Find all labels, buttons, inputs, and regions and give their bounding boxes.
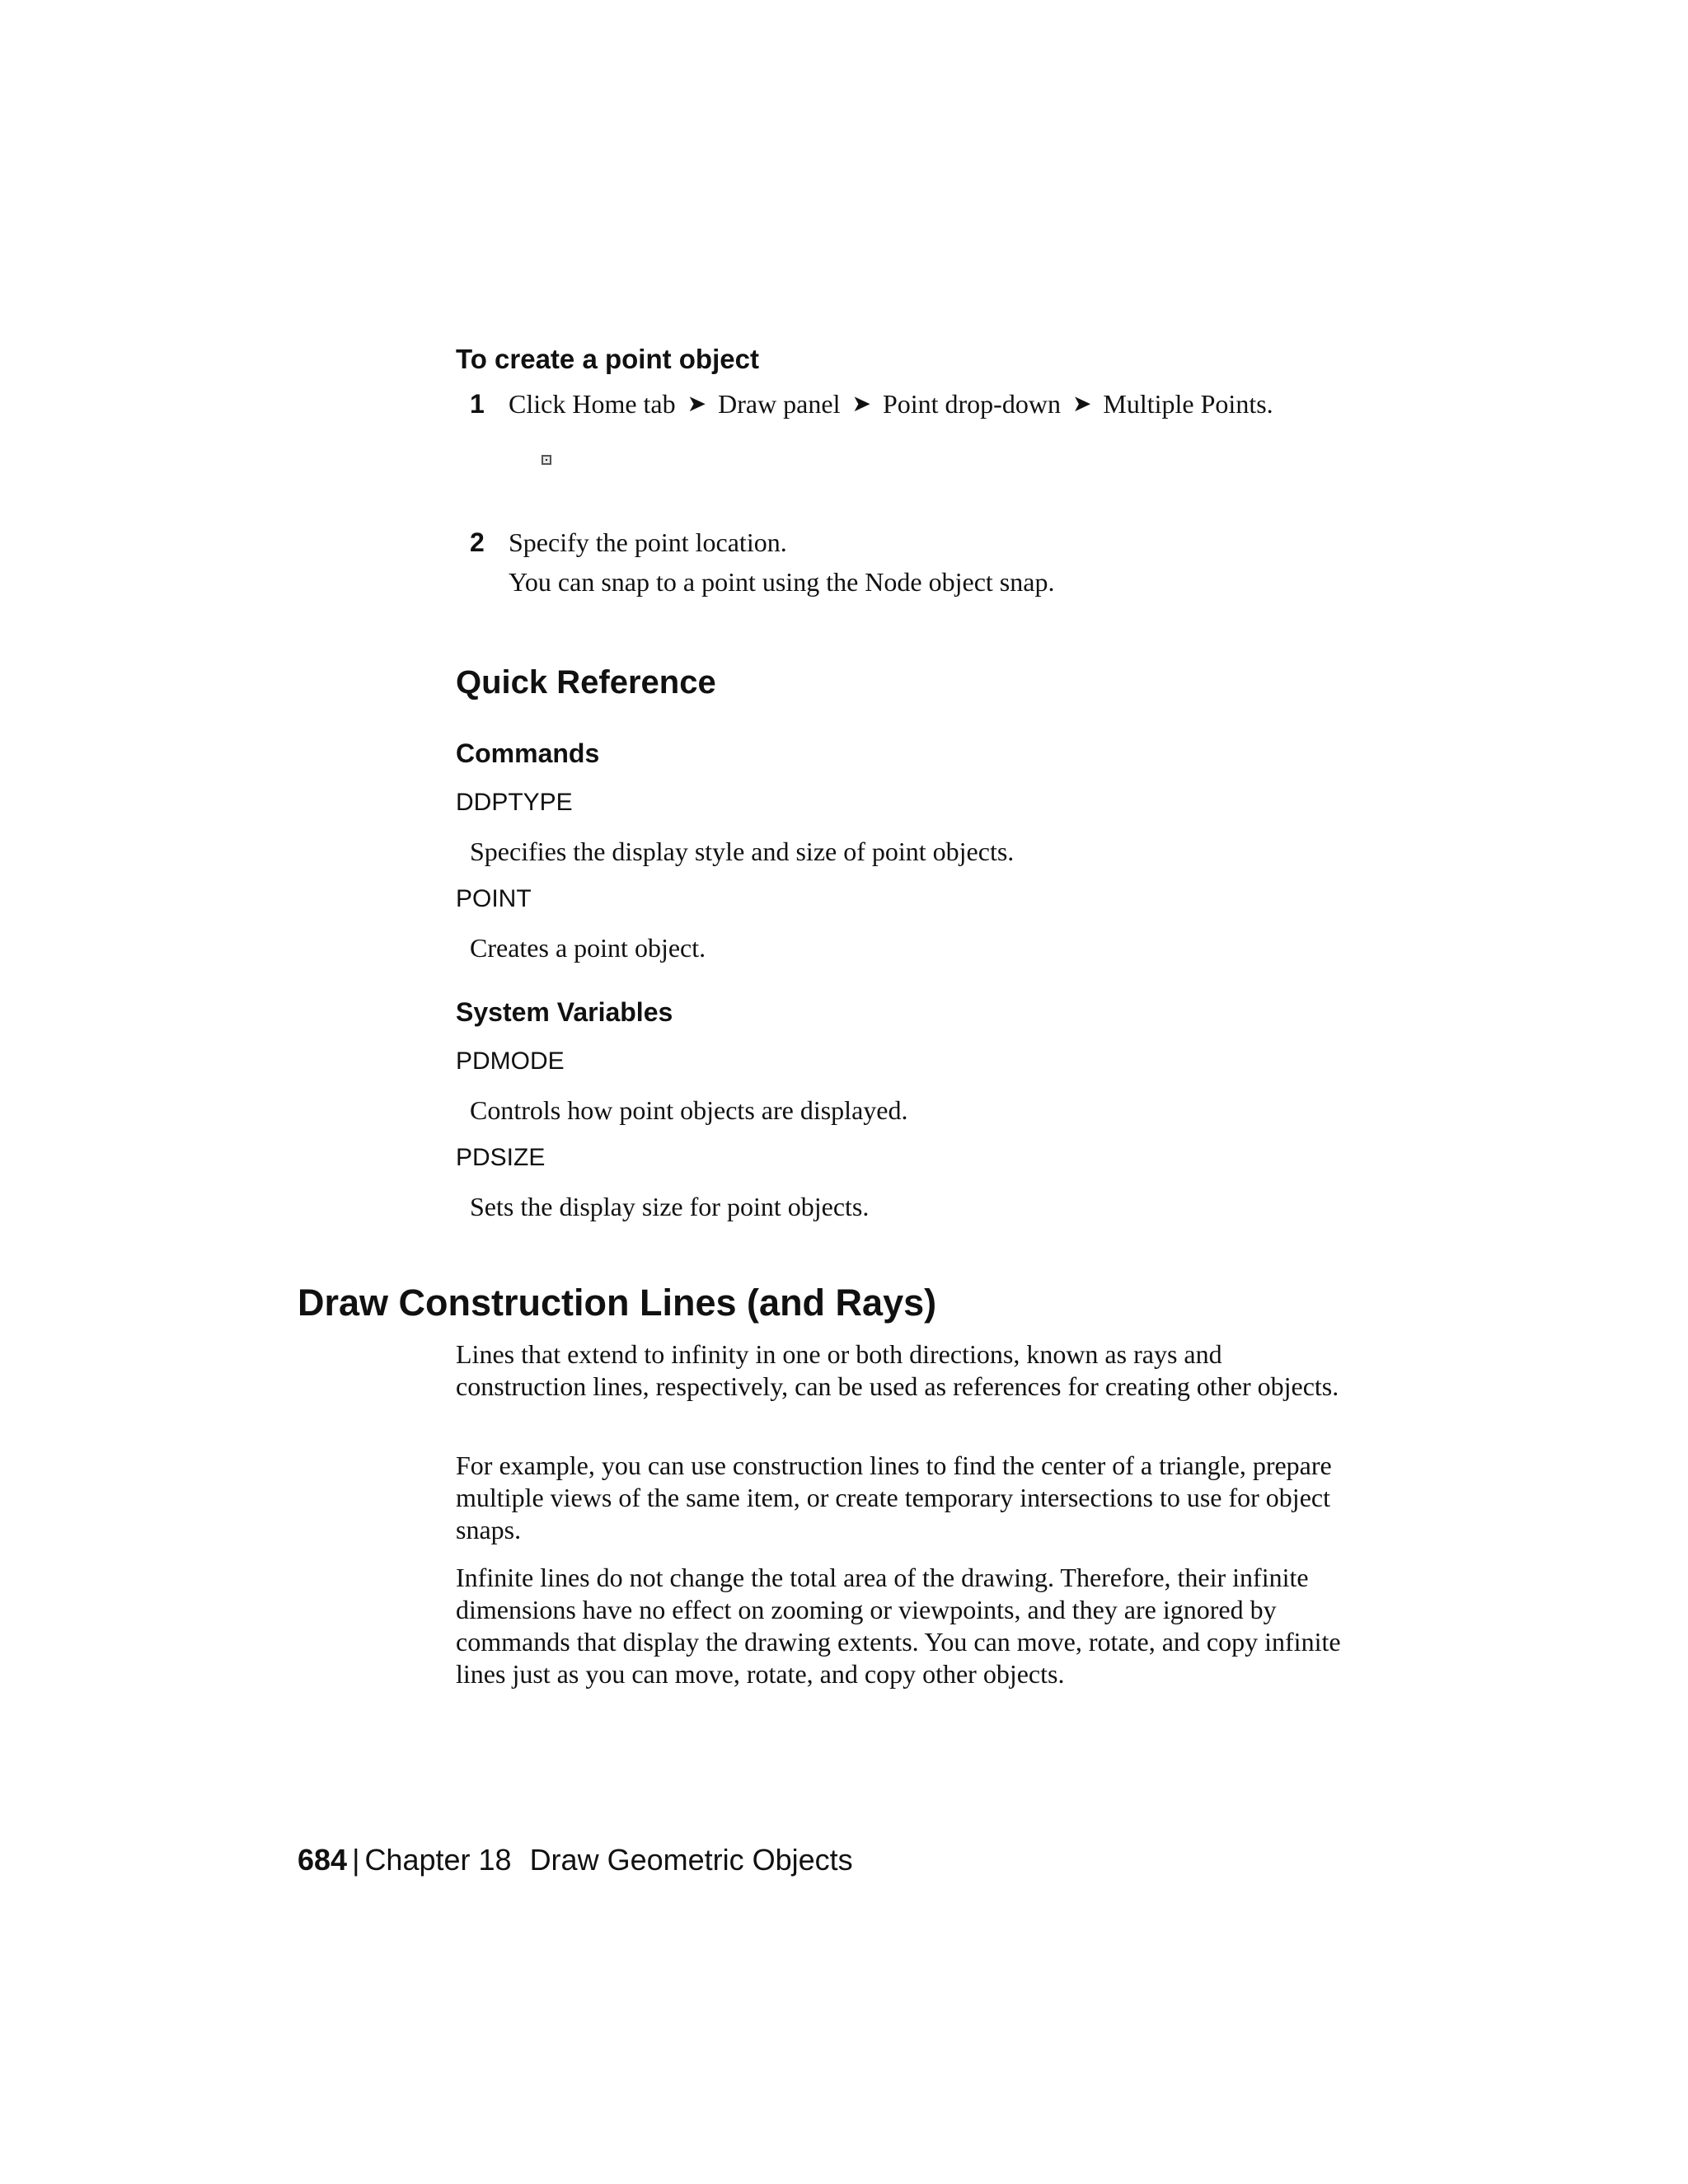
command-name-point: POINT [456, 885, 532, 912]
paragraph-2: For example, you can use construction lines to find the center of a triangle, prepare multiple views of the same item, or create temporary intersections to use for object snaps. [456, 1451, 1332, 1544]
page-number: 684 [298, 1843, 348, 1877]
paragraph-3: Infinite lines do not change the total area of the drawing. Therefore, their infinite dimensions have no effect on zooming or viewpoints, and they are ignored by commands that display the drawing extents. You can move, rotate, and copy infinite lines just as you can move, rotate, and copy other objects. [456, 1563, 1341, 1689]
command-description-point: Creates a point object. [470, 933, 706, 963]
sysvar-description-pdsize: Sets the display size for point objects. [470, 1192, 870, 1221]
command-description-ddptype: Specifies the display style and size of point objects. [470, 837, 1015, 866]
arrow-icon: ➤ [851, 391, 871, 417]
sysvar-name-pdsize: PDSIZE [456, 1144, 546, 1171]
step-1-part-draw-panel: Draw panel [718, 389, 841, 419]
step-1-part-multiple-points: Multiple Points. [1103, 389, 1273, 419]
step-1-part-point-dropdown: Point drop-down [882, 389, 1061, 419]
command-name-ddptype: DDPTYPE [456, 789, 573, 816]
step-1-text [509, 389, 1273, 419]
system-variables-heading: System Variables [456, 997, 673, 1027]
arrow-icon: ➤ [687, 391, 707, 417]
arrow-icon: ➤ [1071, 391, 1092, 417]
step-2-number: 2 [470, 527, 485, 557]
paragraph-1: Lines that extend to infinity in one or both directions, known as rays and construction lines, respectively, can be used as references for creating other objects. [456, 1339, 1339, 1401]
chapter-title: Draw Geometric Objects [529, 1843, 853, 1877]
step-2-text: Specify the point location. [509, 527, 787, 557]
step-2-note: You can snap to a point using the Node object snap. [509, 567, 1055, 597]
point-icon [542, 455, 551, 465]
procedure-heading: To create a point object [456, 344, 759, 374]
page-footer [298, 1843, 853, 1877]
commands-heading: Commands [456, 738, 600, 768]
sysvar-description-pdmode: Controls how point objects are displayed. [470, 1095, 908, 1125]
step-1-number: 1 [470, 389, 485, 419]
step-1-part-home-tab: Click Home tab [509, 389, 676, 419]
section-heading: Draw Construction Lines (and Rays) [298, 1282, 937, 1324]
sysvar-name-pdmode: PDMODE [456, 1047, 565, 1075]
chapter-label: Chapter 18 [364, 1843, 512, 1877]
quick-reference-heading: Quick Reference [456, 664, 716, 701]
footer-separator: | [352, 1843, 360, 1877]
